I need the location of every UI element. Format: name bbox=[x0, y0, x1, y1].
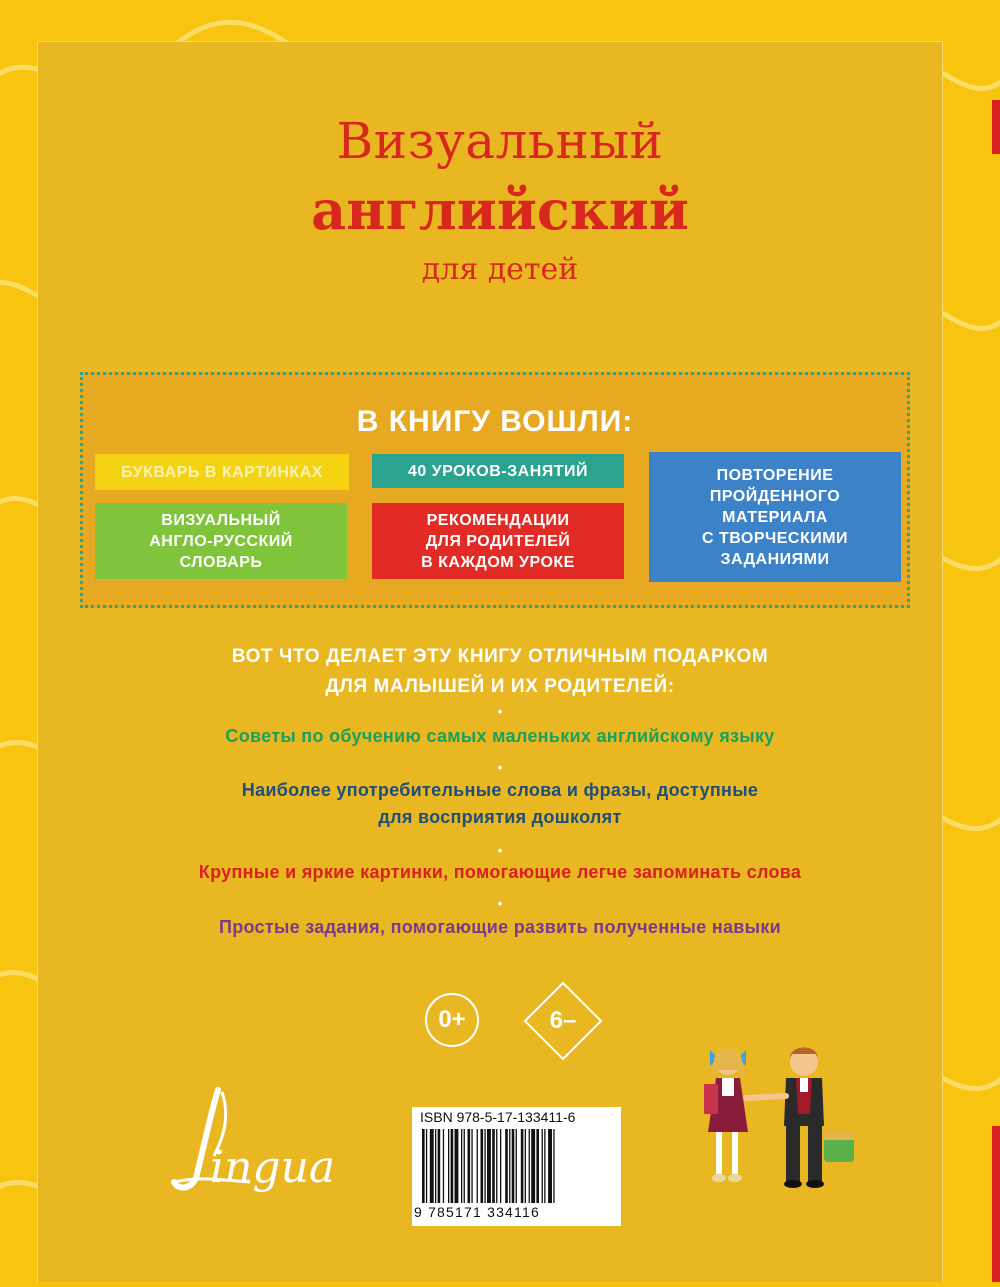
contents-section bbox=[80, 372, 910, 608]
age-range-badge bbox=[521, 979, 605, 1063]
contents-item-dictionary: ВИЗУАЛЬНЫЙ АНГЛО-РУССКИЙ СЛОВАРЬ bbox=[95, 503, 347, 579]
feature-point-1: Советы по обучению самых маленьких английскому языку bbox=[225, 726, 775, 746]
contents-heading: В КНИГУ ВОШЛИ: bbox=[356, 405, 634, 438]
bullet-icon: • bbox=[497, 842, 503, 858]
age-rating-badge bbox=[425, 993, 479, 1047]
barcode-number: 9 785171 334116 bbox=[414, 1204, 540, 1220]
kids-illustration bbox=[700, 1040, 860, 1196]
contents-item-primer: БУКВАРЬ В КАРТИНКАХ bbox=[95, 454, 349, 490]
contents-item-recommendations: РЕКОМЕНДАЦИИ ДЛЯ РОДИТЕЛЕЙ В КАЖДОМ УРОКЕ bbox=[372, 503, 624, 579]
feature-point-4: Простые задания, помогающие развить полученные навыки bbox=[218, 917, 782, 937]
svg-text:ingua: ingua bbox=[210, 1142, 336, 1193]
intro-text: ВОТ ЧТО ДЕЛАЕТ ЭТУ КНИГУ ОТЛИЧНЫМ ПОДАРКОМ ДЛЯ МАЛЫШЕЙ И ИХ РОДИТЕЛЕЙ: bbox=[231, 646, 769, 697]
contents-item-review: ПОВТОРЕНИЕ ПРОЙДЕННОГО МАТЕРИАЛА С ТВОРЧЕСКИМИ ЗАДАНИЯМИ bbox=[649, 452, 901, 582]
barcode bbox=[412, 1107, 621, 1226]
barcode-bars bbox=[422, 1129, 612, 1203]
title-line-3: для детей bbox=[421, 252, 579, 287]
age-rating-label: 0+ bbox=[438, 1006, 466, 1033]
title-line-1: Визуальный bbox=[336, 112, 664, 170]
bullet-icon: • bbox=[497, 895, 503, 911]
lingua-logo bbox=[160, 1086, 356, 1196]
bullet-icon: • bbox=[497, 759, 503, 775]
red-edge-bottom bbox=[992, 1126, 1000, 1282]
contents-item-lessons: 40 УРОКОВ-ЗАНЯТИЙ bbox=[372, 454, 624, 488]
isbn-label: ISBN 978-5-17-133411-6 bbox=[420, 1109, 576, 1125]
bullet-icon: • bbox=[497, 703, 503, 719]
feature-point-2: Наиболее употребительные слова и фразы, доступные для восприятия дошколят bbox=[241, 780, 759, 827]
title-line-2: английский bbox=[311, 178, 689, 242]
feature-point-3: Крупные и яркие картинки, помогающие легче запоминать слова bbox=[198, 862, 802, 882]
age-range-label: 6– bbox=[549, 1007, 577, 1034]
